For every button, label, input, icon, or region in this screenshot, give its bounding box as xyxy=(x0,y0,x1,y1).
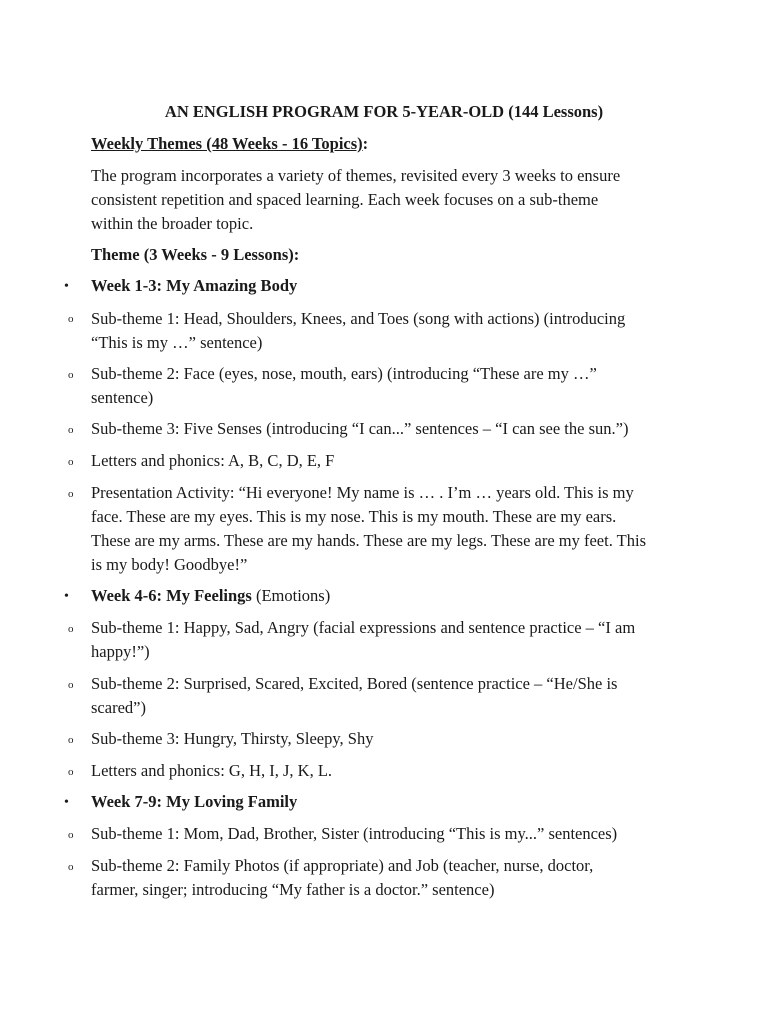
subtheme-line: Sub-theme 1: Happy, Sad, Angry (facial expressions and sentence practice – “I am xyxy=(91,618,636,637)
week-7-9-heading: Week 7-9: My Loving Family xyxy=(91,792,298,811)
subtheme-line: sentence) xyxy=(91,388,154,407)
week-4-6-letters: Letters and phonics: G, H, I, J, K, L. xyxy=(91,761,333,780)
week-1-3-subtheme-2 xyxy=(91,362,691,410)
sub-marker: o xyxy=(68,734,74,746)
week-7-9-subtheme-2 xyxy=(91,854,691,902)
subtheme-line: Sub-theme 2: Family Photos (if appropriate) and Job (teacher, nurse, doctor, xyxy=(91,856,594,875)
subtheme-line: Sub-theme 1: Head, Shoulders, Knees, and Toes (song with actions) (introducing xyxy=(91,309,626,328)
week-4-6-subtheme-1 xyxy=(91,616,691,664)
week-4-6-subtheme-2 xyxy=(91,672,691,720)
week-1-3-subtheme-1 xyxy=(91,307,691,355)
theme-heading: Theme (3 Weeks - 9 Lessons): xyxy=(91,245,300,264)
presentation-line: is my body! Goodbye!” xyxy=(91,555,248,574)
week-4-6-heading xyxy=(91,584,691,608)
week-4-6-heading-extra: (Emotions) xyxy=(251,586,331,605)
sub-marker: o xyxy=(68,829,74,841)
sub-marker: o xyxy=(68,369,74,381)
sub-marker: o xyxy=(68,488,74,500)
sub-marker: o xyxy=(68,861,74,873)
week-1-3-letters: Letters and phonics: A, B, C, D, E, F xyxy=(91,451,335,470)
intro-paragraph xyxy=(91,164,691,236)
intro-line: The program incorporates a variety of themes, revisited every 3 weeks to ensure xyxy=(91,166,621,185)
week-1-3-presentation xyxy=(91,481,691,577)
intro-line: consistent repetition and spaced learning. Each week focuses on a sub-theme xyxy=(91,190,599,209)
sub-marker: o xyxy=(68,424,74,436)
presentation-line: Presentation Activity: “Hi everyone! My name is … . I’m … years old. This is my xyxy=(91,483,634,502)
presentation-line: face. These are my eyes. This is my nose. This is my mouth. These are my ears. xyxy=(91,507,617,526)
weekly-themes-heading xyxy=(91,132,691,156)
week-4-6-subtheme-3: Sub-theme 3: Hungry, Thirsty, Sleepy, Shy xyxy=(91,729,374,748)
document-title: AN ENGLISH PROGRAM FOR 5-YEAR-OLD (144 Lessons) xyxy=(164,102,604,121)
week-7-9-subtheme-1: Sub-theme 1: Mom, Dad, Brother, Sister (introducing “This is my...” sentences) xyxy=(91,824,618,843)
week-1-3-heading: Week 1-3: My Amazing Body xyxy=(91,276,298,295)
subtheme-line: Sub-theme 2: Face (eyes, nose, mouth, ears) (introducing “These are my …” xyxy=(91,364,597,383)
bullet-marker: • xyxy=(64,589,69,604)
sub-marker: o xyxy=(68,623,74,635)
intro-line: within the broader topic. xyxy=(91,214,254,233)
bullet-marker: • xyxy=(64,279,69,294)
subtheme-line: happy!”) xyxy=(91,642,150,661)
subtheme-line: Sub-theme 2: Surprised, Scared, Excited, Bored (sentence practice – “He/She is xyxy=(91,674,618,693)
sub-marker: o xyxy=(68,766,74,778)
bullet-marker: • xyxy=(64,795,69,810)
subtheme-line: “This is my …” sentence) xyxy=(91,333,263,352)
week-4-6-heading-text: Week 4-6: My Feelings xyxy=(91,586,252,605)
subtheme-line: farmer, singer; introducing “My father is a doctor.” sentence) xyxy=(91,880,495,899)
sub-marker: o xyxy=(68,456,74,468)
sub-marker: o xyxy=(68,313,74,325)
weekly-themes-heading-text: Weekly Themes (48 Weeks - 16 Topics) xyxy=(91,134,363,153)
sub-marker: o xyxy=(68,679,74,691)
subtheme-line: scared”) xyxy=(91,698,146,717)
presentation-line: These are my arms. These are my hands. These are my legs. These are my feet. This xyxy=(91,531,647,550)
week-1-3-subtheme-3: Sub-theme 3: Five Senses (introducing “I can...” sentences – “I can see the sun.”) xyxy=(91,419,629,438)
weekly-themes-colon: : xyxy=(362,134,369,153)
